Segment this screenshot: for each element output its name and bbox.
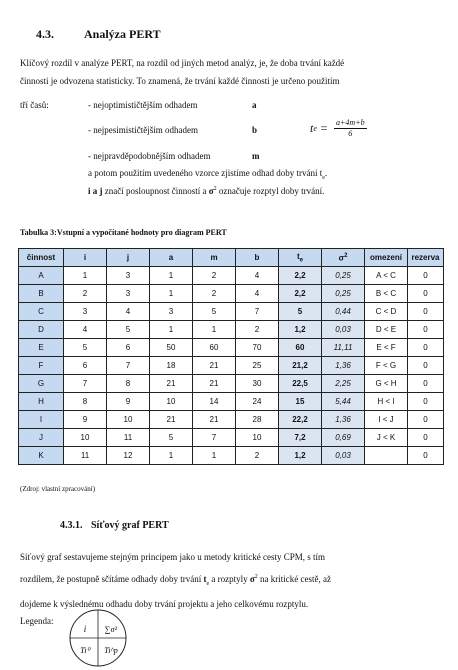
table-cell: 21	[193, 375, 236, 393]
table-row	[19, 303, 444, 321]
table-cell	[365, 447, 408, 465]
table-cell: 4	[64, 321, 107, 339]
table-cell: 9	[107, 393, 150, 411]
table-cell: 7	[64, 375, 107, 393]
table-cell: J < K	[365, 429, 408, 447]
table-cell: 10	[236, 429, 279, 447]
table-cell: 18	[150, 357, 193, 375]
table-row	[19, 411, 444, 429]
note-line-1-text: a potom použitím uvedeného vzorce zjistíme odhad doby trvání t	[88, 168, 323, 178]
table-body	[19, 267, 444, 465]
legend-label: Legenda:	[20, 616, 54, 626]
table-cell: 7,2	[279, 429, 322, 447]
table-cell: 0,69	[322, 429, 365, 447]
table-cell: 50	[150, 339, 193, 357]
intro-line-1: Klíčový rozdíl v analýze PERT, na rozdíl od jiných metod analýz, je, že doba trvání každé	[20, 58, 345, 68]
legend-node-diagram	[66, 608, 130, 668]
header-cinnost: činnost	[19, 249, 64, 267]
table-cell: 7	[193, 429, 236, 447]
table-cell: B < C	[365, 285, 408, 303]
table-cell: 1,36	[322, 357, 365, 375]
table-cell: 5	[279, 303, 322, 321]
header-j: j	[107, 249, 150, 267]
table-cell: 11	[107, 429, 150, 447]
subsection-title: Síťový graf PERT	[91, 520, 169, 531]
table-cell: 14	[193, 393, 236, 411]
table-cell: G	[19, 375, 64, 393]
header-m: m	[193, 249, 236, 267]
table-cell: 5,44	[322, 393, 365, 411]
sub-para-line-3: dojdeme k výslednému odhadu doby trvání projektu a jeho celkovému rozptylu.	[20, 598, 309, 609]
table-cell: 8	[64, 393, 107, 411]
table-cell: 22,5	[279, 375, 322, 393]
note-line-2	[88, 186, 324, 196]
table-cell: 0	[408, 411, 444, 429]
sub-para-sigma-sup: 2	[254, 574, 258, 580]
legend-node-t0: Ti⁰	[80, 646, 90, 655]
header-a: a	[150, 249, 193, 267]
estimate-optimistic-var: a	[252, 100, 257, 110]
table-cell: 6	[64, 357, 107, 375]
note-line-1-end: .	[324, 168, 328, 178]
note-line-2-a: značí posloupnost činností a	[102, 186, 209, 196]
legend-node-tp: Ti^p	[104, 646, 118, 655]
formula-lhs-sub: e	[313, 124, 317, 133]
table-cell: B	[19, 285, 64, 303]
three-times-label: tří časů:	[20, 100, 49, 110]
table-cell: 10	[64, 429, 107, 447]
table-cell: 15	[279, 393, 322, 411]
table-cell: 1	[150, 285, 193, 303]
table-cell: 6	[107, 339, 150, 357]
table-cell: K	[19, 447, 64, 465]
intro-paragraph	[20, 54, 440, 90]
table-cell: 1	[150, 267, 193, 285]
table-cell: 4	[107, 303, 150, 321]
table-cell: 3	[64, 303, 107, 321]
table-cell: 11,11	[322, 339, 365, 357]
legend-node-sum: ∑σ²	[104, 625, 118, 634]
table-cell: 4	[236, 267, 279, 285]
table-cell: 11	[64, 447, 107, 465]
table-cell: 1	[193, 447, 236, 465]
table-cell: 60	[193, 339, 236, 357]
table-cell: 0	[408, 429, 444, 447]
sub-para-sigma: σ	[249, 574, 255, 584]
table-cell: 0	[408, 303, 444, 321]
estimate-pessimistic	[88, 125, 198, 135]
legend-node-i: i	[83, 624, 87, 634]
header-rezerva: rezerva	[408, 249, 444, 267]
sub-para-te: t	[203, 574, 207, 584]
table-cell: H	[19, 393, 64, 411]
table-cell: E < F	[365, 339, 408, 357]
table-cell: 70	[236, 339, 279, 357]
table-row	[19, 357, 444, 375]
table-cell: 0	[408, 357, 444, 375]
table-cell: 0	[408, 393, 444, 411]
table-cell: 1	[64, 267, 107, 285]
note-sigma: σ	[208, 186, 214, 196]
formula-equals: =	[319, 121, 329, 135]
table-cell: C < D	[365, 303, 408, 321]
table-cell: 0,25	[322, 267, 365, 285]
note-te-sub: e	[322, 174, 325, 181]
table-cell: 0,25	[322, 285, 365, 303]
table-cell: 0,44	[322, 303, 365, 321]
table-cell: 1,2	[279, 321, 322, 339]
table-cell: 4	[236, 285, 279, 303]
table-cell: 0	[408, 447, 444, 465]
table-cell: 2	[64, 285, 107, 303]
table-cell: 3	[107, 267, 150, 285]
table-cell: 28	[236, 411, 279, 429]
header-b: b	[236, 249, 279, 267]
table-cell: E	[19, 339, 64, 357]
table-cell: 2,2	[279, 267, 322, 285]
estimate-likely-var: m	[252, 151, 260, 161]
note-line-2-b: označuje rozptyl doby trvání.	[216, 186, 325, 196]
table-cell: 1	[150, 447, 193, 465]
table-cell: 1,2	[279, 447, 322, 465]
table-cell: 2	[193, 285, 236, 303]
estimate-likely	[88, 151, 210, 161]
estimate-likely-text: - nejpravděpodobnějším odhadem	[88, 151, 211, 161]
table-cell: 12	[107, 447, 150, 465]
table-cell: 10	[107, 411, 150, 429]
table-cell: H < I	[365, 393, 408, 411]
table-cell: 24	[236, 393, 279, 411]
table-cell: 21	[150, 375, 193, 393]
table-cell: C	[19, 303, 64, 321]
formula-numerator: a+4m+b	[336, 118, 365, 127]
table-cell: 0	[408, 285, 444, 303]
table-cell: 21	[193, 357, 236, 375]
table-row	[19, 447, 444, 465]
sub-para-line-2	[20, 567, 440, 594]
table-cell: 2	[236, 447, 279, 465]
subsection-number: 4.3.1.	[60, 520, 83, 531]
table-cell: 7	[236, 303, 279, 321]
header-sigma-main: σ	[338, 253, 345, 263]
table-cell: 21	[193, 411, 236, 429]
sub-para-line-1: Síťový graf sestavujeme stejným principem jako u metody kritické cesty CPM, s tím	[20, 552, 326, 562]
section-title: Analýza PERT	[84, 27, 161, 41]
table-cell: A	[19, 267, 64, 285]
pert-table	[18, 248, 444, 465]
estimate-pessimistic-text: - nejpesimističtějším odhadem	[88, 125, 198, 135]
table-cell: 2	[236, 321, 279, 339]
table-cell: I < J	[365, 411, 408, 429]
table-cell: 2	[193, 267, 236, 285]
note-line-1	[88, 168, 327, 181]
note-sigma-sup: 2	[213, 186, 217, 192]
section-number: 4.3.	[36, 27, 54, 41]
table-cell: 5	[64, 339, 107, 357]
sub-para-te-sub: e	[206, 580, 210, 587]
header-te	[279, 249, 322, 267]
table-cell: F	[19, 357, 64, 375]
note-ij: i a j	[88, 186, 103, 196]
sub-para-2a: rozdílem, že postupně sčítáme odhady doby trvání	[20, 574, 204, 584]
table-cell: 21	[150, 411, 193, 429]
table-cell: 30	[236, 375, 279, 393]
table-cell: 25	[236, 357, 279, 375]
table-header-row	[19, 249, 444, 267]
table-row	[19, 267, 444, 285]
table-cell: 7	[107, 357, 150, 375]
header-sigma-sup: 2	[344, 252, 348, 259]
subsection-paragraph	[20, 547, 440, 614]
table-cell: 1,36	[322, 411, 365, 429]
subsection-heading	[60, 520, 169, 531]
table-cell: 0	[408, 339, 444, 357]
header-te-main: t	[296, 251, 300, 261]
formula-fraction	[334, 118, 367, 139]
sub-para-2c: na kritické cestě, až	[257, 574, 331, 584]
table-source: (Zdroj: vlastní zpracování)	[20, 485, 96, 493]
table-cell: D < E	[365, 321, 408, 339]
table-cell: F < G	[365, 357, 408, 375]
table-row	[19, 285, 444, 303]
formula-lhs: t	[310, 121, 314, 135]
table-cell: 1	[193, 321, 236, 339]
formula-denominator: 6	[348, 129, 353, 138]
table-cell: 1	[150, 321, 193, 339]
table-cell: 5	[150, 429, 193, 447]
table-cell: 2,25	[322, 375, 365, 393]
table-cell: 0,03	[322, 321, 365, 339]
table-cell: 0	[408, 321, 444, 339]
table-cell: 0,03	[322, 447, 365, 465]
table-cell: 60	[279, 339, 322, 357]
table-row	[19, 321, 444, 339]
table-cell: 9	[64, 411, 107, 429]
table-row	[19, 339, 444, 357]
table-cell: 21,2	[279, 357, 322, 375]
table-row	[19, 393, 444, 411]
table-cell: 5	[107, 321, 150, 339]
sub-para-2b: a rozptyly	[209, 574, 250, 584]
header-omezeni: omezení	[365, 249, 408, 267]
estimate-pessimistic-var: b	[252, 125, 258, 135]
table-cell: 0	[408, 375, 444, 393]
table-row	[19, 429, 444, 447]
table-cell: G < H	[365, 375, 408, 393]
header-te-sub: e	[299, 257, 303, 264]
header-i: i	[64, 249, 107, 267]
table-row	[19, 375, 444, 393]
table-cell: 8	[107, 375, 150, 393]
table-cell: 10	[150, 393, 193, 411]
table-cell: 3	[150, 303, 193, 321]
table-cell: 0	[408, 267, 444, 285]
table-cell: 22,2	[279, 411, 322, 429]
table-cell: A < C	[365, 267, 408, 285]
table-cell: 3	[107, 285, 150, 303]
header-sigma	[322, 249, 365, 267]
estimate-optimistic	[88, 100, 197, 110]
table-cell: 5	[193, 303, 236, 321]
table-caption: Tabulka 3:Vstupní a vypočítané hodnoty pro diagram PERT	[20, 228, 227, 237]
intro-line-2: činnosti je odvozena statisticky. To znamená, že trvání každé činnosti je určeno použitím	[20, 76, 340, 86]
table-cell: 2,2	[279, 285, 322, 303]
table-cell: I	[19, 411, 64, 429]
estimate-optimistic-text: - nejoptimističtějším odhadem	[88, 100, 198, 110]
pert-formula	[310, 118, 367, 139]
table-cell: D	[19, 321, 64, 339]
table-cell: J	[19, 429, 64, 447]
